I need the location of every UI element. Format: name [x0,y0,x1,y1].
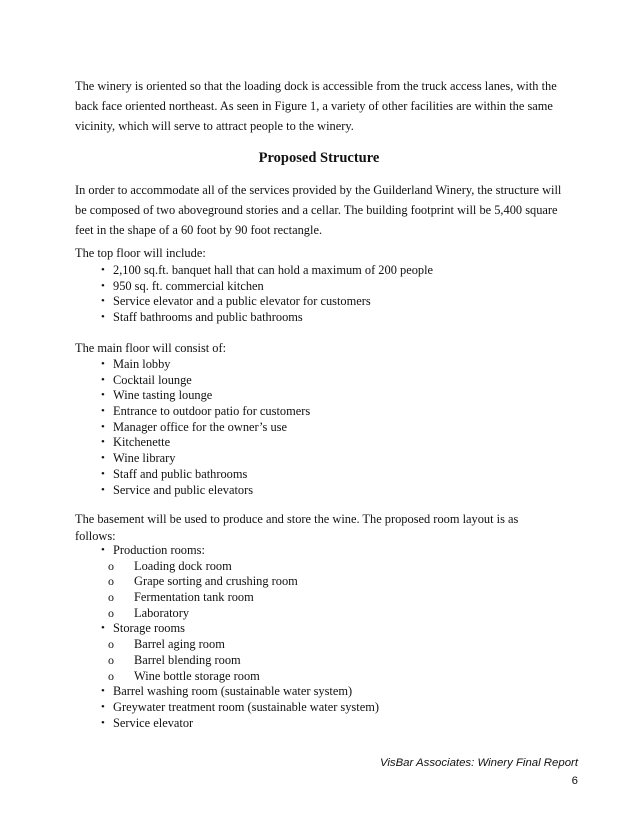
sub-bullet-icon: o [108,605,114,620]
production-sublist-wrapper [75,559,379,622]
list-item: o Grape sorting and crushing room [108,574,298,589]
bullet-icon: • [101,389,105,402]
section-heading: Proposed Structure [258,150,380,166]
list-item: • Manager office for the owner’s use [101,419,287,434]
top-floor-list [75,263,433,326]
list-item: o Wine bottle storage room [108,668,260,683]
bullet-icon: • [101,420,105,433]
bullet-icon: • [101,622,105,635]
bullet-icon: • [101,373,105,386]
list-item: • Wine library [101,451,176,466]
list-item: • 2,100 sq.ft. banquet hall that can hold a maximum of 200 people [101,263,434,277]
main-floor-intro: The main floor will consist of: [75,341,227,355]
bullet-icon: • [101,483,105,496]
bullet-icon: • [101,279,105,292]
top-floor-intro: The top floor will include: [75,246,206,260]
list-item: o Loading dock room [108,558,232,573]
footer-report-title: VisBar Associates: Winery Final Report [379,757,578,769]
sub-bullet-icon: o [108,668,114,683]
bullet-icon: • [101,405,105,418]
sub-bullet-icon: o [108,574,114,589]
main-floor-list [75,357,310,498]
production-sublist [75,559,379,622]
page-number: 6 [571,775,578,787]
bullet-icon: • [101,358,105,370]
basement-list [75,543,379,731]
list-item: • 950 sq. ft. commercial kitchen [101,278,264,293]
basement-intro: The basement will be used to produce and store the wine. The proposed room layout is as follows: [75,512,519,543]
list-item: • Barrel washing room (sustainable water system) [101,684,353,699]
list-item: • Service elevator and a public elevator for customers [101,294,371,309]
bullet-icon: • [101,685,105,698]
sub-bullet-icon: o [108,590,114,605]
bullet-icon: • [101,700,105,713]
bullet-icon: • [101,311,105,324]
storage-sublist-wrapper [75,637,379,684]
list-item: • Production rooms: [101,543,205,557]
storage-sublist [75,637,379,684]
sub-bullet-icon: o [108,637,114,652]
bullet-icon: • [101,295,105,308]
bullet-icon: • [101,436,105,449]
bullet-icon: • [101,716,105,729]
list-item: • Service and public elevators [101,482,254,497]
structure-paragraph: In order to accommodate all of the services provided by the Guilderland Winery, the structure will be composed of two aboveground stories and a cellar. The building footprint will be 5,400 square feet in the shape of a 60 foot by 90 foot rectangle. [75,183,562,237]
list-item: • Kitchenette [101,435,171,450]
list-item: o Laboratory [108,605,190,620]
list-item: • Cocktail lounge [101,372,192,387]
list-item: • Storage rooms [101,621,185,636]
intro-paragraph: The winery is oriented so that the loading dock is accessible from the truck access lanes, with the back face oriented northeast. As seen in Figure 1, a variety of other facilities are within the same vicinity, which will serve to attract people to the winery. [75,79,557,133]
bullet-icon: • [101,467,105,480]
list-item: • Entrance to outdoor patio for customers [101,404,311,419]
list-item: • Main lobby [101,357,171,371]
list-item: o Barrel aging room [108,637,225,652]
sub-bullet-icon: o [108,558,114,573]
list-item: o Fermentation tank room [108,590,254,605]
bullet-icon: • [101,544,105,556]
sub-bullet-icon: o [108,652,114,667]
list-item: • Greywater treatment room (sustainable water system) [101,699,379,714]
bullet-icon: • [101,452,105,465]
list-item: • Service elevator [101,715,194,730]
list-item: • Staff bathrooms and public bathrooms [101,310,303,325]
list-item: o Barrel blending room [108,652,241,667]
list-item: • Wine tasting lounge [101,388,213,403]
list-item: • Staff and public bathrooms [101,466,248,481]
bullet-icon: • [101,264,105,276]
